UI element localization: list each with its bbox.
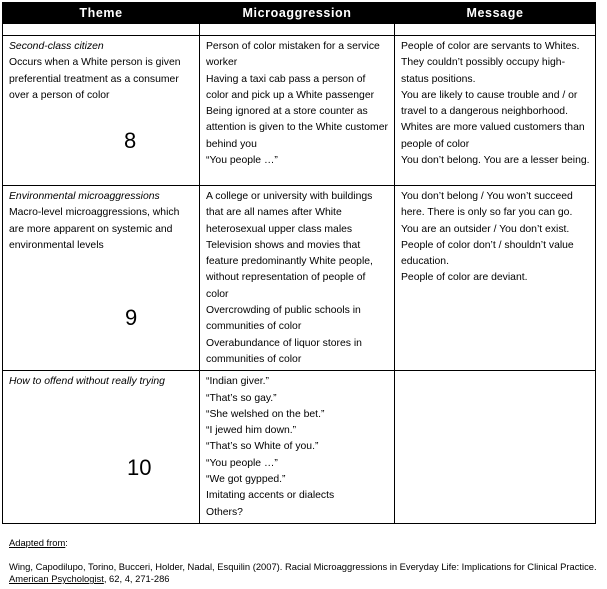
table-row — [3, 36, 596, 186]
list-item: Having a taxi cab pass a person of color and pick up a White passenger — [206, 73, 375, 101]
adapted-from-label — [9, 537, 68, 549]
microaggression-cell — [200, 186, 395, 371]
theme-title: Second-class citizen — [9, 41, 104, 52]
theme-cell — [3, 186, 200, 371]
row-number: 10 — [127, 455, 152, 481]
list-item: “We got gypped.” — [206, 474, 286, 486]
theme-title: Environmental microaggressions — [9, 191, 160, 202]
header-microaggression: Microaggression — [200, 3, 395, 24]
list-item: “You people …” — [206, 457, 278, 469]
list-item: Whites are more valued customers than people of color — [401, 122, 585, 150]
list-item: You are an outsider / You don’t exist. — [401, 223, 570, 235]
list-item: Television shows and movies that feature predominantly White people, without representation of people of color — [206, 239, 373, 300]
microaggression-cell — [200, 36, 395, 186]
list-item: A college or university with buildings that are all names after White heterosexual upper class males — [206, 191, 373, 235]
theme-description: Occurs when a White person is given preferential treatment as a consumer over a person of color — [9, 57, 181, 101]
header-theme: Theme — [3, 3, 200, 24]
list-item: You don’t belong. You are a lesser being. — [401, 155, 590, 167]
microaggressions-table — [2, 2, 596, 524]
list-item: “Indian giver.” — [206, 376, 269, 388]
theme-description: Macro-level microaggressions, which are more apparent on systemic and environmental levels — [9, 207, 180, 251]
list-item: People of color are deviant. — [401, 272, 528, 284]
list-item: Person of color mistaken for a service worker — [206, 41, 380, 69]
table-row — [3, 371, 596, 524]
adapted-colon: : — [65, 537, 68, 548]
message-cell — [395, 186, 596, 371]
list-item: Overcrowding of public schools in communities of color — [206, 305, 361, 333]
header-message: Message — [395, 3, 596, 24]
list-item: People of color don’t / shouldn’t value education. — [401, 239, 574, 268]
message-cell — [395, 36, 596, 186]
microaggression-cell — [200, 371, 395, 524]
list-item: Being ignored at a store counter as attention is given to the White customer behind you — [206, 106, 388, 150]
header-row — [3, 3, 596, 24]
list-item: Imitating accents or dialects — [206, 490, 335, 502]
list-item: “That’s so gay.” — [206, 392, 277, 404]
row-number: 8 — [124, 128, 137, 153]
theme-title: How to offend without really trying — [9, 376, 165, 388]
row-number: 9 — [125, 305, 138, 330]
spacer-row — [3, 24, 596, 36]
list-item: You are likely to cause trouble and / or travel to a dangerous neighborhood. — [401, 89, 578, 118]
citation — [9, 561, 599, 585]
theme-cell — [3, 371, 200, 524]
list-item: You don’t belong / You won’t succeed here. There is only so far you can go. — [401, 191, 573, 219]
list-item: Overabundance of liquor stores in communities of color — [206, 337, 362, 365]
message-cell — [395, 371, 596, 524]
list-item: “I jewed him down.” — [206, 425, 297, 437]
journal-name: American Psychologist — [9, 573, 104, 584]
list-item: People of color are servants to Whites. They couldn’t possibly occupy high-status positions. — [401, 41, 580, 85]
list-item: “She welshed on the bet.” — [206, 408, 325, 420]
table-row — [3, 186, 596, 371]
list-item: “That’s so White of you.” — [206, 441, 319, 453]
citation-text: Wing, Capodilupo, Torino, Bucceri, Holder, Nadal, Esquilin (2007). Racial Microaggressions in Everyday Life: Implications for Clinical Practice. — [9, 561, 597, 572]
citation-volume: , 62, 4, 271-286 — [103, 573, 170, 584]
list-item: Others? — [206, 506, 243, 518]
list-item: “You people …” — [206, 155, 278, 167]
adapted-from-link: Adapted from — [9, 537, 66, 548]
theme-cell — [3, 36, 200, 186]
